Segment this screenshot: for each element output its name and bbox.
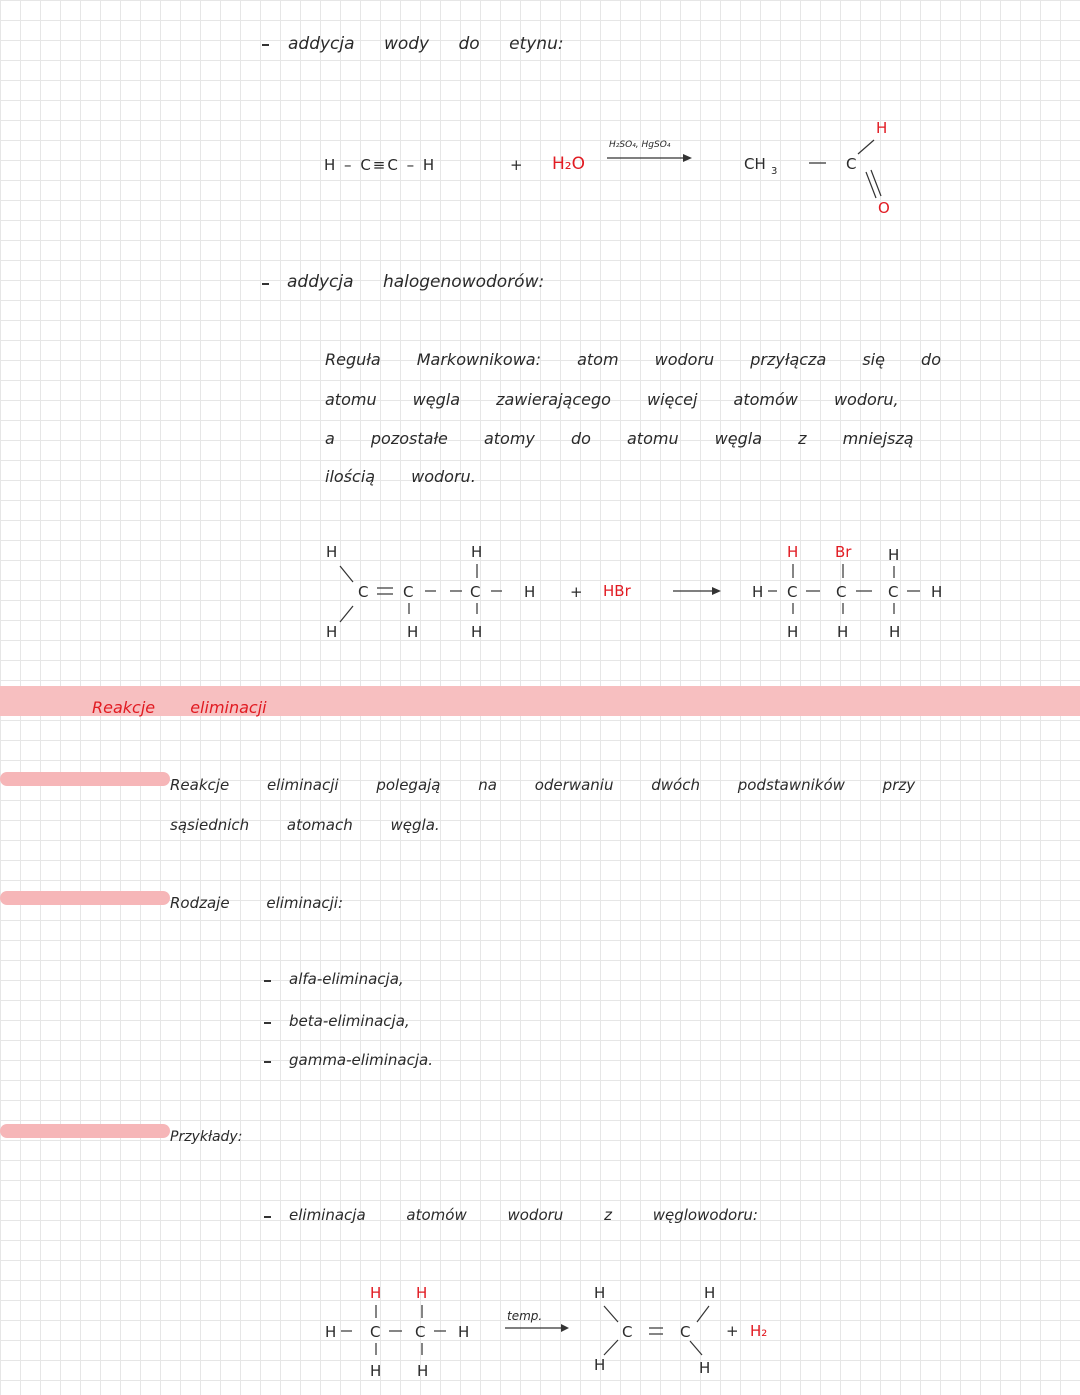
svg-text:C: C xyxy=(622,1323,633,1341)
rule-line-2: atomu węgla zawierającego więcej atomów wodoru, xyxy=(325,390,899,409)
bullet-dash xyxy=(262,283,269,285)
svg-text:H: H xyxy=(471,543,483,561)
svg-text:Br: Br xyxy=(835,543,852,561)
svg-text:C: C xyxy=(415,1323,426,1341)
hbr-formula: HBr xyxy=(603,582,631,600)
svg-text:H: H xyxy=(370,1362,382,1380)
bullet-hydrohalogenation: addycja halogenowodorów: xyxy=(287,272,545,292)
svg-text:3: 3 xyxy=(771,166,778,177)
water-formula: H₂O xyxy=(552,154,585,174)
plus-sign: + xyxy=(510,156,523,174)
svg-text:H: H xyxy=(417,1362,429,1380)
rule-line-1: Reguła Markownikowa: atom wodoru przyłącza się do xyxy=(325,350,941,369)
svg-text:H: H xyxy=(326,543,338,561)
svg-text:H: H xyxy=(594,1284,606,1302)
svg-text:H: H xyxy=(407,623,419,641)
section-title: Reakcje eliminacji xyxy=(92,698,267,717)
highlight-marker xyxy=(0,772,170,786)
bullet-water-addition: addycja wody do etynu: xyxy=(288,34,564,54)
svg-text:H: H xyxy=(416,1284,428,1302)
bullet-dash xyxy=(264,1216,271,1218)
svg-text:H: H xyxy=(594,1356,606,1374)
type-gamma: gamma-eliminacja. xyxy=(289,1051,433,1069)
bullet-dash xyxy=(264,1022,271,1024)
svg-text:C: C xyxy=(836,583,847,601)
highlight-marker xyxy=(0,891,170,905)
rule-line-3: a pozostałe atomy do atomu węgla z mniejszą xyxy=(325,429,914,448)
rule-line-4: ilością wodoru. xyxy=(325,467,476,486)
bullet-dash xyxy=(262,44,269,46)
type-beta: beta-eliminacja, xyxy=(289,1012,410,1030)
svg-text:H: H xyxy=(931,583,943,601)
svg-text:H: H xyxy=(787,623,799,641)
svg-text:C: C xyxy=(787,583,798,601)
svg-text:O: O xyxy=(878,199,890,217)
svg-text:H: H xyxy=(370,1284,382,1302)
svg-text:H: H xyxy=(325,1323,337,1341)
svg-text:H: H xyxy=(876,119,888,137)
svg-text:C: C xyxy=(358,583,369,601)
plus-sign: + xyxy=(570,583,583,601)
svg-text:H: H xyxy=(699,1359,711,1377)
type-alpha: alfa-eliminacja, xyxy=(289,970,404,988)
ethyne-formula: H – C≡C – H xyxy=(324,156,437,174)
svg-text:H: H xyxy=(889,623,901,641)
definition-line-2: sąsiednich atomach węgla. xyxy=(170,816,440,834)
examples-heading: Przykłady: xyxy=(170,1129,243,1145)
svg-text:C: C xyxy=(680,1323,691,1341)
bullet-dash xyxy=(264,1061,271,1063)
svg-text:H: H xyxy=(888,546,900,564)
hydrogen-formula: H₂ xyxy=(750,1322,768,1340)
svg-text:H: H xyxy=(524,583,536,601)
svg-text:H: H xyxy=(704,1284,716,1302)
catalyst-label: H₂SO₄, HgSO₄ xyxy=(609,140,671,150)
plus-sign: + xyxy=(726,1322,739,1340)
example-dehydrogenation: eliminacja atomów wodoru z węglowodoru: xyxy=(289,1206,758,1224)
svg-text:H: H xyxy=(458,1323,470,1341)
svg-text:C: C xyxy=(370,1323,381,1341)
svg-text:H: H xyxy=(837,623,849,641)
types-heading: Rodzaje eliminacji: xyxy=(170,894,344,912)
svg-text:H: H xyxy=(326,623,338,641)
svg-text:H: H xyxy=(787,543,799,561)
definition-line-1: Reakcje eliminacji polegają na oderwaniu dwóch podstawników przy xyxy=(170,776,916,794)
temperature-condition: temp. xyxy=(507,1309,543,1323)
svg-text:C: C xyxy=(403,583,414,601)
highlight-marker xyxy=(0,1124,170,1138)
svg-text:C: C xyxy=(888,583,899,601)
svg-text:C: C xyxy=(470,583,481,601)
svg-text:C: C xyxy=(846,155,857,173)
svg-text:H: H xyxy=(752,583,764,601)
bullet-dash xyxy=(264,980,271,982)
svg-text:H: H xyxy=(471,623,483,641)
svg-text:CH: CH xyxy=(744,155,766,173)
